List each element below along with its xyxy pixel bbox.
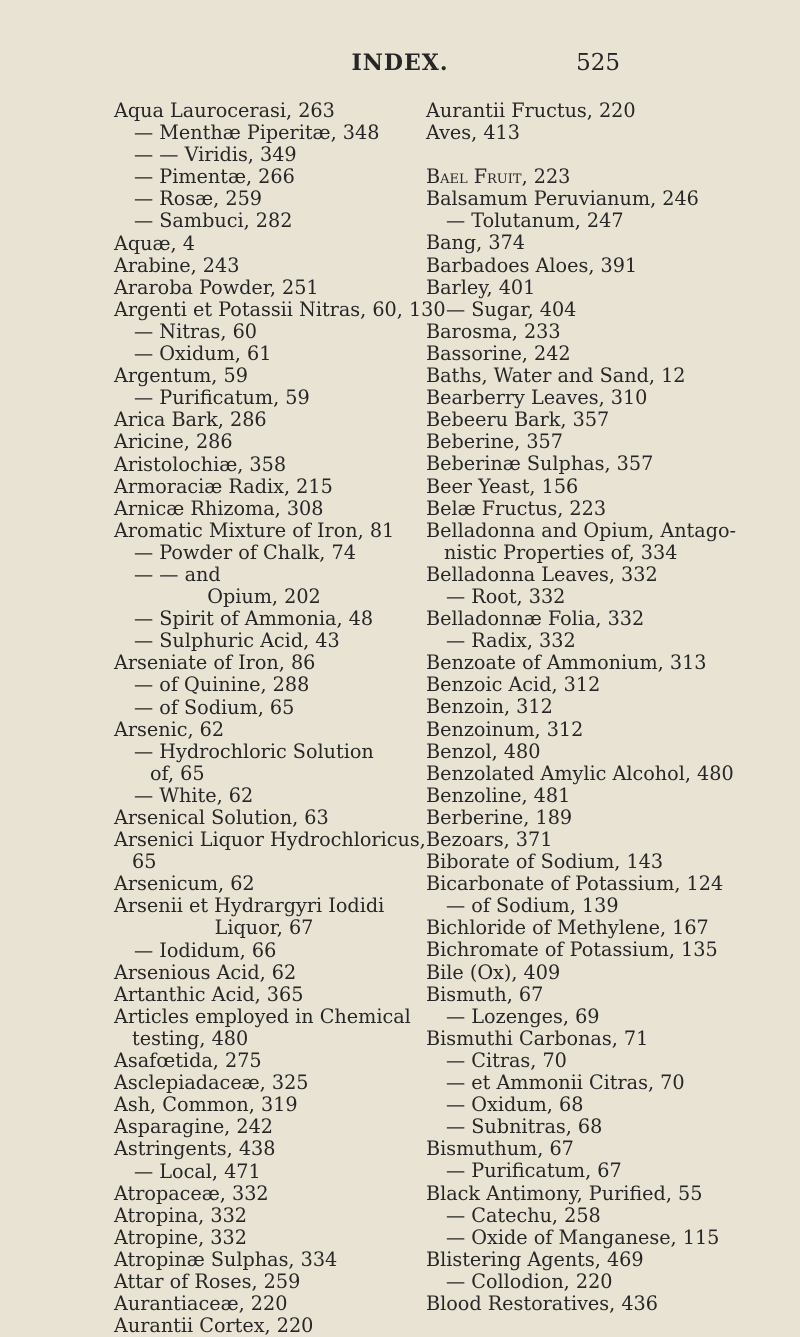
index-entry: Arsenicum, 62 <box>114 872 255 896</box>
index-entry: — of Sodium, 65 <box>134 695 295 719</box>
index-entry: Bebeeru Bark, 357 <box>426 408 610 432</box>
index-entry: — of Sodium, 139 <box>446 894 619 918</box>
page-title: INDEX. <box>351 50 449 76</box>
index-entry: Aves, 413 <box>426 121 520 145</box>
index-entry: Bang, 374 <box>426 231 526 255</box>
index-entry: Belæ Fructus, 223 <box>426 496 607 520</box>
index-entry: Arsenici Liquor Hydrochloricus, <box>114 828 426 852</box>
index-entry: Araroba Powder, 251 <box>114 275 319 299</box>
index-entry-text: — — and <box>134 562 221 586</box>
index-entry: — Oxidum, 61 <box>134 342 272 366</box>
index-entry: Aurantiaceæ, 220 <box>114 1292 288 1316</box>
index-entry: — of Quinine, 288 <box>134 673 310 697</box>
index-entry: Attar of Roses, 259 <box>114 1269 301 1293</box>
index-entry: Bismuth, 67 <box>426 982 544 1006</box>
index-entry: Benzoin, 312 <box>426 695 553 719</box>
index-entry: Bile (Ox), 409 <box>426 960 561 984</box>
index-entry: Astringents, 438 <box>114 1137 276 1161</box>
index-entry: Black Antimony, Purified, 55 <box>426 1181 703 1205</box>
index-column-left <box>114 99 446 1337</box>
index-entry: Atropine, 332 <box>114 1225 247 1249</box>
index-entry: Balsamum Peruvianum, 246 <box>426 187 699 211</box>
index-entry: Bichromate of Potassium, 135 <box>426 938 718 962</box>
index-entry: Atropina, 332 <box>114 1203 247 1227</box>
index-entry: Bezoars, 371 <box>426 828 553 851</box>
index-entry: — Citras, 70 <box>446 1048 567 1072</box>
index-entry: Benzoline, 481 <box>426 783 571 807</box>
index-entry: Bismuthi Carbonas, 71 <box>426 1026 649 1050</box>
index-entry: Barbadoes Aloes, 391 <box>426 253 638 277</box>
index-entry: — White, 62 <box>134 783 254 807</box>
index-entry: — Purificatum, 59 <box>134 386 310 410</box>
index-entry: Arsenious Acid, 62 <box>114 960 297 984</box>
index-entry: Bearberry Leaves, 310 <box>426 386 648 410</box>
index-entry: Arabine, 243 <box>114 253 240 277</box>
index-entry: Arsenic, 62 <box>114 717 225 741</box>
index-entry: Aurantii Fructus, 220 <box>426 99 636 122</box>
index-entry: 65 <box>132 850 157 874</box>
index-entry: Ash, Common, 319 <box>114 1093 298 1117</box>
index-entry: — Sulphuric Acid, 43 <box>134 629 340 653</box>
index-entry: Liquor, 67 <box>214 916 314 940</box>
index-entry: Bassorine, 242 <box>426 341 571 365</box>
index-entry: Asclepiadaceæ, 325 <box>114 1071 309 1095</box>
index-entry: Belladonna and Opium, Antago- <box>426 518 737 542</box>
index-entry: Asparagine, 242 <box>114 1115 273 1139</box>
index-entry: Benzol, 480 <box>426 739 541 763</box>
index-entry: Arsenical Solution, 63 <box>114 806 329 829</box>
index-entry: nistic Properties of, 334 <box>444 540 678 564</box>
index-entry: — Catechu, 258 <box>446 1203 601 1227</box>
index-entry: Barosma, 233 <box>426 319 561 343</box>
index-entry: Barley, 401 <box>426 275 536 299</box>
index-entry: Armoraciæ Radix, 215 <box>114 474 333 498</box>
index-entry: Arica Bark, 286 <box>114 408 267 432</box>
index-entry: Artanthic Acid, 365 <box>114 982 304 1006</box>
index-entry: Aristolochiæ, 358 <box>114 452 287 476</box>
index-entry: — Collodion, 220 <box>446 1269 613 1293</box>
index-entry: Benzoinum, 312 <box>426 717 584 741</box>
index-entry: — Hydrochloric Solution <box>134 739 374 763</box>
index-entry: — Iodidum, 66 <box>134 938 277 962</box>
index-entry: Biborate of Sodium, 143 <box>426 850 664 874</box>
index-entry: Arseniate of Iron, 86 <box>114 651 316 675</box>
index-entry: — Local, 471 <box>134 1159 261 1183</box>
index-entry: — Powder of Chalk, 74 <box>134 540 356 564</box>
index-entry: — Radix, 332 <box>446 629 576 653</box>
index-entry: — Subnitras, 68 <box>446 1115 603 1139</box>
index-entry: Arsenii et Hydrargyri Iodidi <box>114 894 385 918</box>
index-entry: Blistering Agents, 469 <box>426 1247 644 1271</box>
index-entry: — Pimentæ, 266 <box>134 165 295 189</box>
index-entry: Asafœtida, 275 <box>114 1049 262 1073</box>
index-entry: Bismuthum, 67 <box>426 1137 574 1161</box>
index-entry: — Rosæ, 259 <box>134 187 262 211</box>
index-entry: testing, 480 <box>132 1026 249 1050</box>
index-entry: — Sugar, 404 <box>446 297 577 321</box>
index-entry: — Oxidum, 68 <box>446 1093 584 1117</box>
index-entry: — Sambuci, 282 <box>134 209 293 233</box>
page-number: 525 <box>576 50 620 76</box>
index-entry: Blood Restoratives, 436 <box>426 1291 658 1315</box>
index-entry: Atropinæ Sulphas, 334 <box>114 1247 338 1271</box>
index-entry: Bichloride of Methylene, 167 <box>426 916 709 940</box>
index-entry: — Spirit of Ammonia, 48 <box>134 607 374 631</box>
index-entry: Aromatic Mixture of Iron, 81 <box>114 518 395 542</box>
index-entry: — — Viridis, 349 <box>134 143 297 167</box>
index-entry: — et Ammonii Citras, 70 <box>446 1071 685 1095</box>
index-entry: Beberinæ Sulphas, 357 <box>426 452 654 476</box>
index-entry: Opium, 202 <box>207 585 321 609</box>
running-head <box>0 50 800 80</box>
index-entry: Belladonnæ Folia, 332 <box>426 607 645 631</box>
index-entry: Benzolated Amylic Alcohol, 480 <box>426 761 734 785</box>
index-entry: Bael Fruit, 223 <box>426 165 571 189</box>
index-entry: Articles employed in Chemical <box>114 1004 411 1028</box>
index-entry: Argenti et Potassii Nitras, 60, 130 <box>114 297 446 321</box>
index-entry: Arnicæ Rhizoma, 308 <box>114 496 324 520</box>
index-entry: Benzoate of Ammonium, 313 <box>426 651 707 675</box>
index-entry: Aquæ, 4 <box>114 231 195 255</box>
index-entry: Beer Yeast, 156 <box>426 474 579 498</box>
index-entry: Beberine, 357 <box>426 430 563 454</box>
index-entry: Berberine, 189 <box>426 805 573 829</box>
index-entry: — Purificatum, 67 <box>446 1159 622 1183</box>
index-entry: Aqua Laurocerasi, 263 <box>114 99 335 122</box>
index-entry: — Root, 332 <box>446 584 566 608</box>
index-entry: — Tolutanum, 247 <box>446 209 624 233</box>
index-entry: Benzoic Acid, 312 <box>426 673 601 697</box>
index-entry: — Oxide of Manganese, 115 <box>446 1225 720 1249</box>
index-entry: — Menthæ Piperitæ, 348 <box>134 121 380 145</box>
index-entry: — Lozenges, 69 <box>446 1004 600 1028</box>
index-entry: — Nitras, 60 <box>134 319 257 343</box>
index-entry: Argentum, 59 <box>114 364 248 388</box>
index-entry: Aricine, 286 <box>114 430 233 454</box>
index-column-right <box>426 99 737 1315</box>
index-entry: Atropaceæ, 332 <box>114 1181 269 1205</box>
index-entry <box>114 564 414 586</box>
index-entry: Baths, Water and Sand, 12 <box>426 364 686 388</box>
index-entry: of, 65 <box>150 761 205 785</box>
index-entry: Belladonna Leaves, 332 <box>426 562 658 586</box>
index-entry: Aurantii Cortex, 220 <box>114 1314 314 1337</box>
index-entry: Bicarbonate of Potassium, 124 <box>426 872 724 896</box>
